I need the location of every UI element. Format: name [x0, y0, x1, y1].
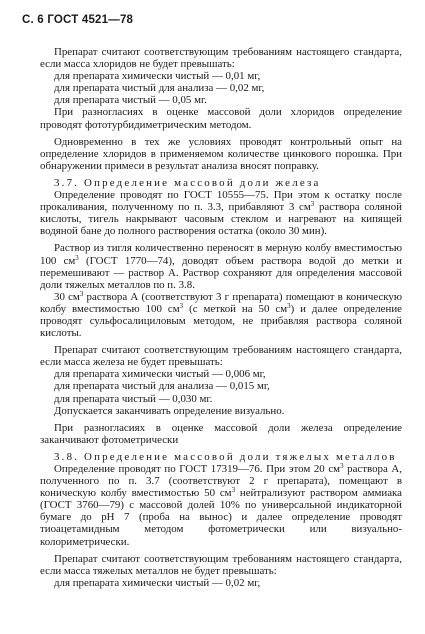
limit-item: для препарата химически чистый — 0,02 мг,: [54, 576, 261, 589]
paragraph: При разногласиях в оценке массовой доли железа определение заканчивают фотометрически: [40, 421, 402, 446]
body-text: [40, 46, 402, 589]
paragraph: При разногласиях в оценке массовой доли хлоридов определение проводят фототурбидиметрическим методом.: [40, 106, 402, 131]
limit-item: для препарата чистый — 0,030 мг.: [54, 392, 213, 405]
paragraph: Препарат считают соответствующим требованиям настоящего стандарта, если масса тяжелых металлов не будет превышать:: [40, 552, 402, 577]
limit-item: для препарата чистый — 0,05 мг.: [54, 94, 207, 107]
paragraph: Раствор из тигля количественно переносят в мерную колбу вместимостью 100 $см^3$ (ГОСТ 1770—74), доводят объем раствора водой до метки и перемешивают — раствор А. Раствор сохраняют для определения массовой доли тяжелых металлов по п. 3.8.: [40, 242, 402, 291]
paragraph: Препарат считают соответствующим требованиям настоящего стандарта, если масса хлоридов не будет превышать:: [40, 46, 402, 71]
limit-item: для препарата чистый для анализа — 0,02 мг,: [54, 82, 265, 95]
limit-item: для препарата химически чистый — 0,006 мг,: [54, 368, 266, 381]
section-heading-3-7: 3.7. Определение массовой доли железа: [54, 176, 321, 189]
limit-item: для препарата чистый для анализа — 0,015 мг,: [54, 380, 270, 393]
paragraph: Допускается заканчивать определение визуально.: [54, 404, 285, 417]
page-number: С. 6: [22, 14, 44, 26]
standard-code: ГОСТ 4521—78: [47, 14, 134, 26]
paragraph: 30 $см^3$ раствора А (соответствуют 3 г препарата) помещают в коническую колбу вместимостью 100 $см^3$ (с меткой на 50 $см^3$) и далее определение проводят сульфосалициловым методом, не прибавляя раствора соляной кислоты.: [40, 289, 402, 340]
section-heading-3-8: 3.8. Определение массовой доли тяжелых металлов: [54, 450, 397, 463]
paragraph: Определение проводят по ГОСТ 10555—75. При этом к остатку после прокаливания, полученному по п. 3.3, прибавляют 3 $см^3$ раствора соляной кислоты, тигель накрывают часовым стеклом и нагревают на кипящей водяной бане до полного растворения остатка (около 30 мин).: [40, 189, 403, 238]
limit-item: для препарата химически чистый — 0,01 мг,: [54, 70, 261, 83]
paragraph: Одновременно в тех же условиях проводят контрольный опыт на определение хлоридов в применяемом количестве цинкового порошка. При обнаружении примеси в результат анализа вносят поправку.: [40, 135, 402, 172]
page-header: [22, 14, 133, 26]
paragraph: Определение проводят по ГОСТ 17319—76. При этом 20 $см^3$ раствора А, полученного по п. 3.7 (соответствуют 2 г препарата), помещают в коническую колбу вместимостью 50 $см^3$ нейтрализуют раствором аммиака (ГОСТ 3760—79) с массовой долей 10% по универсальной индикаторной бумаге до pH 7 (проба на вынос) и далее определение проводят тиоацетамидным методом фотометрически или визуально-колориметрически.: [40, 462, 403, 548]
paragraph: Препарат считают соответствующим требованиям настоящего стандарта, если масса железа не будет превышать:: [40, 344, 402, 369]
